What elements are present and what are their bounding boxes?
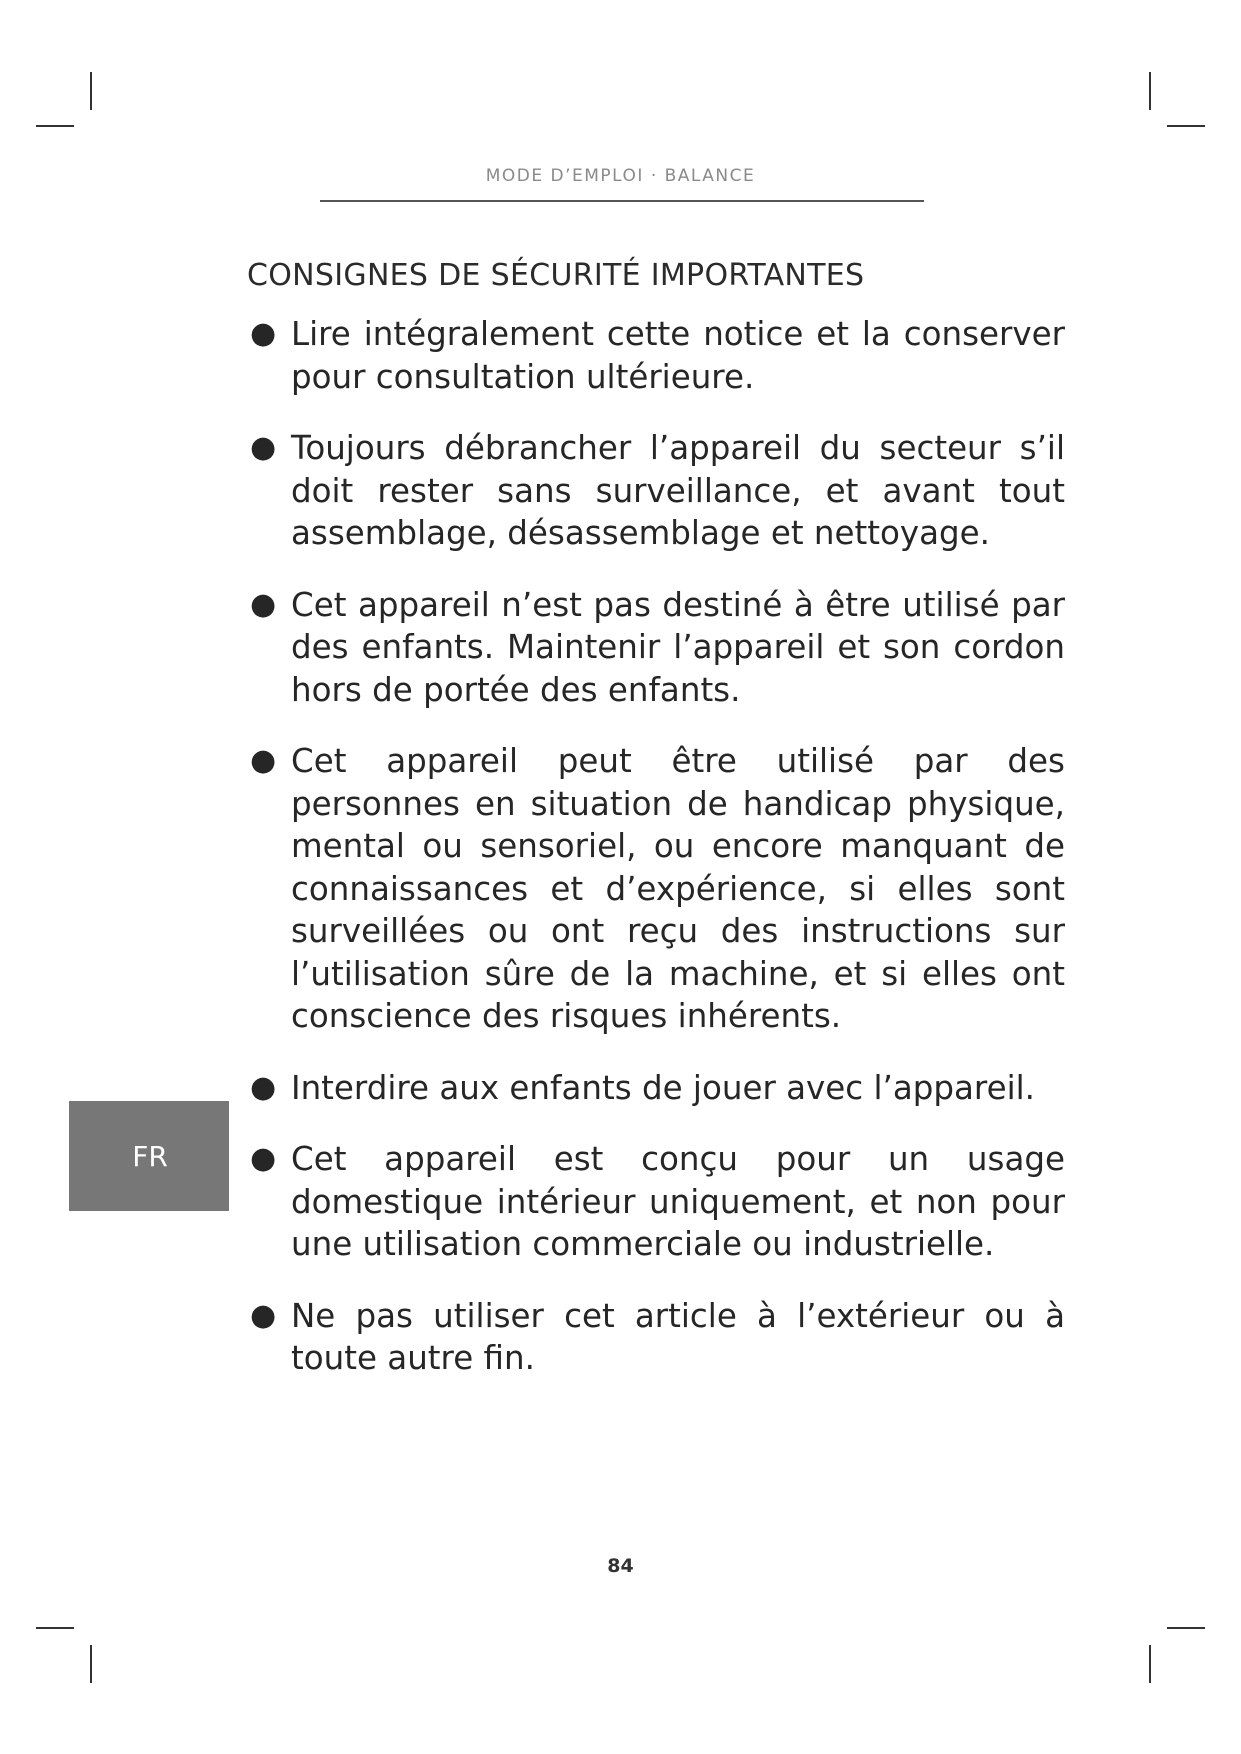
running-header: MODE D’EMPLOI · BALANCE (485, 166, 756, 186)
list-item (247, 313, 1065, 398)
list-item-text: Cet appareil est conçu pour un usage domestique intérieur uniquement, et non pour une utilisation commerciale ou industrielle. (291, 1140, 1065, 1263)
list-item (247, 427, 1065, 555)
list-item-text: Cet appareil n’est pas destiné à être utilisé par des enfants. Maintenir l’appareil et son cordon hors de portée des enfants. (291, 585, 1065, 709)
bullet-icon: ● (250, 586, 277, 622)
crop-mark-bottom-right-horizontal (1167, 1627, 1205, 1629)
list-item (247, 740, 1065, 1038)
crop-mark-bottom-left-horizontal (36, 1627, 74, 1629)
section-title: CONSIGNES DE SÉCURITÉ IMPORTANTES (247, 258, 865, 293)
crop-mark-bottom-left-vertical (90, 1645, 92, 1683)
list-item-text: Ne pas utiliser cet article à l’extérieur ou à toute autre fin. (291, 1296, 1065, 1377)
list-item (247, 1295, 1065, 1380)
bullet-icon: ● (250, 1141, 277, 1176)
crop-mark-top-right-horizontal (1167, 125, 1205, 127)
bullet-icon: ● (250, 743, 277, 778)
list-item-text: Lire intégralement cette notice et la conserver pour consultation ultérieure. (291, 315, 1065, 396)
bullet-icon: ● (250, 430, 277, 465)
list-item (247, 584, 1065, 712)
list-item (247, 1067, 1065, 1110)
safety-instructions-list (247, 313, 1065, 1409)
bullet-icon: ● (250, 316, 277, 351)
crop-mark-top-left-vertical (90, 72, 92, 110)
header-divider (320, 200, 924, 202)
page-number: 84 (607, 1555, 634, 1577)
list-item-text: Toujours débrancher l’appareil du secteur s’il doit rester sans surveillance, et avant tout assemblage, désassemblage et nettoyage. (291, 429, 1065, 552)
language-tab: FR (69, 1101, 229, 1211)
list-item-text: Cet appareil peut être utilisé par des personnes en situation de handicap physique, mental ou sensoriel, ou encore manquant de connaissances et d’expérience, si elles sont surveillées ou ont reçu des instructions sur l’utilisation sûre de la machine, et si elles ont conscience des risques inhérents. (291, 742, 1065, 1035)
bullet-icon: ● (250, 1069, 277, 1105)
crop-mark-top-right-vertical (1149, 72, 1151, 110)
crop-mark-bottom-right-vertical (1149, 1645, 1151, 1683)
bullet-icon: ● (250, 1297, 277, 1333)
list-item (247, 1138, 1065, 1266)
crop-mark-top-left-horizontal (36, 125, 74, 127)
list-item-text: Interdire aux enfants de jouer avec l’appareil. (291, 1068, 1035, 1107)
